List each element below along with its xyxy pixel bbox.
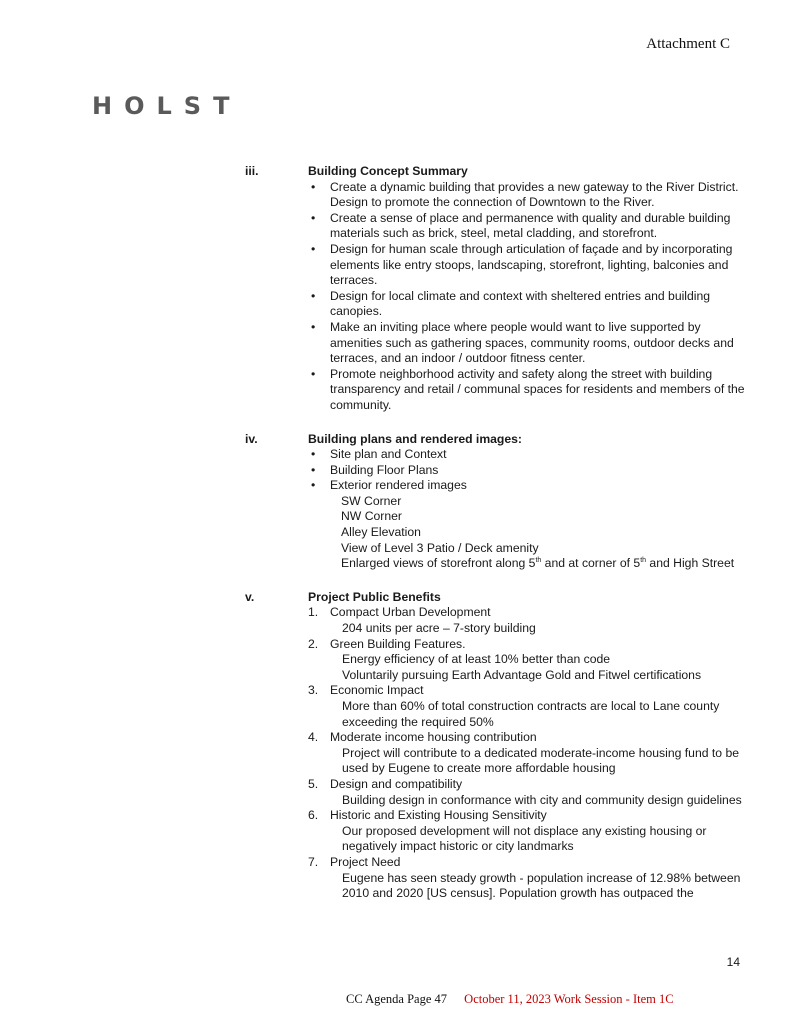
rendered-images-list <box>308 494 745 572</box>
benefit-number: 7. <box>308 854 319 869</box>
concept-bullet-list <box>308 180 745 414</box>
footer <box>346 992 674 1007</box>
text-part: and at corner of 5 <box>541 556 641 571</box>
benefit-number: 2. <box>308 636 319 651</box>
benefit-number: 6. <box>308 808 319 823</box>
benefit-detail: Building design in conformance with city and community design guidelines <box>342 792 742 807</box>
benefit-item <box>308 683 745 730</box>
benefit-item <box>308 808 745 855</box>
bullet-item: • Building Floor Plans <box>308 463 745 479</box>
sub-item: Alley Elevation <box>341 525 421 540</box>
page-number: 14 <box>726 955 740 969</box>
benefit-number: 3. <box>308 683 319 698</box>
plans-bullet-list <box>308 447 745 494</box>
benefit-number: 1. <box>308 605 319 620</box>
sub-item: SW Corner <box>341 493 402 508</box>
bullet-item: • Promote neighborhood activity and safety along the street with building transparency and retail / communal spaces for residents and members of the community. <box>308 367 745 414</box>
sub-item: View of Level 3 Patio / Deck amenity <box>341 540 539 555</box>
benefit-detail: Eugene has seen steady growth - population increase of 12.98% between 2010 and 2020 [US census]. Population growth has outpaced the <box>342 870 741 901</box>
section-heading: Project Public Benefits <box>308 589 441 604</box>
attachment-label: Attachment C <box>646 36 730 52</box>
sub-item-storefront <box>341 556 745 572</box>
benefit-title: Green Building Features. <box>330 636 466 651</box>
benefit-detail: 204 units per acre – 7-story building <box>342 621 536 636</box>
benefit-title: Compact Urban Development <box>330 605 491 620</box>
holst-logo: HOLST <box>92 92 242 120</box>
sub-item: NW Corner <box>341 509 402 524</box>
benefit-title: Moderate income housing contribution <box>330 730 537 745</box>
bullet-item: • Site plan and Context <box>308 447 745 463</box>
benefit-title: Historic and Existing Housing Sensitivity <box>330 808 547 823</box>
benefit-detail: More than 60% of total construction contracts are local to Lane county exceeding the required 50% <box>342 699 720 729</box>
benefit-item <box>308 637 745 684</box>
benefit-title: Design and compatibility <box>330 776 463 791</box>
benefit-item <box>308 777 745 808</box>
text-part: Enlarged views of storefront along 5 <box>341 556 536 571</box>
bullet-item: • Create a dynamic building that provides a new gateway to the River District. Design to promote the connection of Downtown to the River. <box>308 180 745 211</box>
footer-session: October 11, 2023 Work Session - Item 1C <box>464 992 674 1006</box>
footer-agenda-page: CC Agenda Page 47 <box>346 992 448 1006</box>
bullet-item: • Design for local climate and context with sheltered entries and building canopies. <box>308 289 745 320</box>
section-heading: Building Concept Summary <box>308 164 468 178</box>
benefit-item <box>308 855 745 902</box>
benefit-title: Economic Impact <box>330 683 424 698</box>
section-numeral: iv. <box>245 431 258 446</box>
bullet-item: • Create a sense of place and permanence with quality and durable building materials such as brick, steel, metal cladding, and storefront. <box>308 211 745 242</box>
benefit-item <box>308 605 745 636</box>
benefit-number: 4. <box>308 730 319 745</box>
bullet-item: • Make an inviting place where people would want to live supported by amenities such as gathering spaces, community rooms, outdoor decks and terraces, and an indoor / outdoor fitness center. <box>308 320 745 367</box>
benefit-number: 5. <box>308 776 319 791</box>
section-concept-summary <box>245 164 745 414</box>
benefit-item <box>308 730 745 777</box>
benefit-title: Project Need <box>330 854 401 869</box>
bullet-item: • Exterior rendered images <box>308 478 745 494</box>
benefit-detail: Our proposed development will not displace any existing housing or negatively impact historic or city landmarks <box>342 823 707 854</box>
section-numeral: v. <box>245 589 255 604</box>
benefit-detail: Voluntarily pursuing Earth Advantage Gold and Fitwel certifications <box>342 667 702 682</box>
text-part: and High Street <box>646 556 735 571</box>
superscript: th <box>535 557 542 565</box>
section-public-benefits <box>245 590 745 902</box>
benefits-list <box>308 605 745 901</box>
section-numeral: iii. <box>245 164 259 178</box>
bullet-item: • Design for human scale through articulation of façade and by incorporating elements like entry stoops, landscaping, storefront, lighting, balconies and terraces. <box>308 242 745 289</box>
document-body <box>245 164 745 920</box>
section-heading: Building plans and rendered images: <box>308 431 522 446</box>
benefit-detail: Energy efficiency of at least 10% better than code <box>342 652 611 667</box>
superscript: th <box>640 557 647 565</box>
section-building-plans <box>245 432 745 572</box>
benefit-detail: Project will contribute to a dedicated moderate-income housing fund to be used by Eugene to create more affordable housing <box>342 745 740 776</box>
